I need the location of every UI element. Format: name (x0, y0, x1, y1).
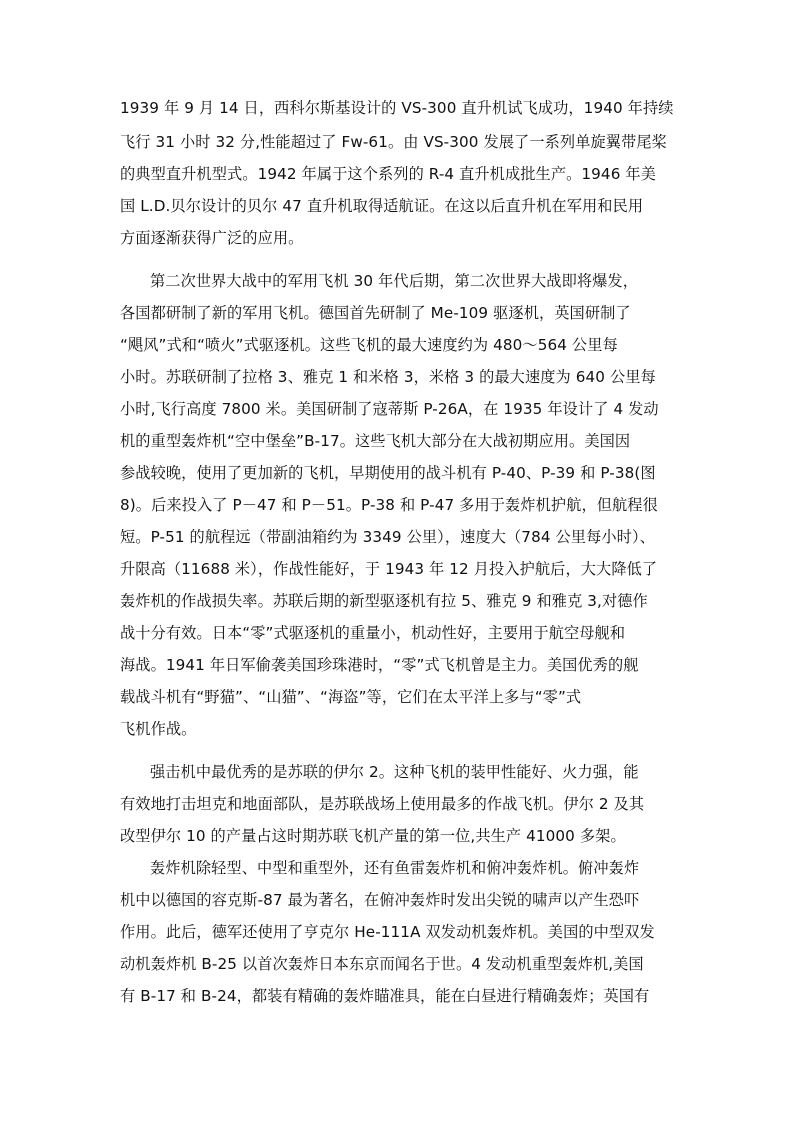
text-line: 海战。1941 年日军偷袭美国珍珠港时，“零”式飞机曾是主力。美国优秀的舰 (120, 656, 639, 674)
text-line: 作用。此后，德军还使用了亨克尔 He-111A 双发动机轰炸机。美国的中型双发 (120, 923, 655, 941)
text-line: 各国都研制了新的军用飞机。德国首先研制了 Me-109 驱逐机，英国研制了 (120, 304, 631, 322)
text-line: 参战较晚，使用了更加新的飞机，早期使用的战斗机有 P-40、P-39 和 P-38(图 (120, 464, 656, 482)
text-line: 升限高（11688 米），作战性能好，于 1943 年 12 月投入护航后，大大降低了 (120, 560, 658, 578)
text-line: 飞机作战。 (120, 720, 197, 738)
text-line: 有 B-17 和 B-24，都装有精确的轰炸瞄准具，能在白昼进行精确轰炸；英国有 (120, 987, 650, 1005)
text-line: 载战斗机有“野猫”、“山猫”、“海盗”等，它们在太平洋上多与“零”式 (120, 688, 582, 706)
text-line: 动机轰炸机 B-25 以首次轰炸日本东京而闻名于世。4 发动机重型轰炸机,美国 (120, 955, 644, 973)
text-line: 8)。后来投入了 P－47 和 P－51。P-38 和 P-47 多用于轰炸机护航，但航程很 (120, 496, 658, 514)
text-line: 机中以德国的容克斯-87 最为著名，在俯冲轰炸时发出尖锐的啸声以产生恐吓 (120, 891, 640, 909)
text-line: 小时。苏联研制了拉格 3、雅克 1 和米格 3，米格 3 的最大速度为 640 公里每 (120, 368, 656, 386)
text-line: 改型伊尔 10 的产量占这时期苏联飞机产量的第一位,共生产 41000 多架。 (120, 827, 626, 845)
text-line: 的典型直升机型式。1942 年属于这个系列的 R-4 直升机成批生产。1946 年美 (120, 165, 656, 183)
text-line: 短。P-51 的航程远（带副油箱约为 3349 公里），速度大（784 公里每小时）、 (120, 528, 655, 546)
text-line: 小时,飞行高度 7800 米。美国研制了寇蒂斯 P-26A，在 1935 年设计了 4 发动 (120, 400, 659, 418)
text-line: 有效地打击坦克和地面部队，是苏联战场上使用最多的作战飞机。伊尔 2 及其 (120, 795, 645, 813)
text-line: 轰炸机除轻型、中型和重型外，还有鱼雷轰炸机和俯冲轰炸机。俯冲轰炸 (150, 859, 640, 877)
text-line: 轰炸机的作战损失率。苏联后期的新型驱逐机有拉 5、雅克 9 和雅克 3,对德作 (120, 592, 648, 610)
text-line: 国 L.D.贝尔设计的贝尔 47 直升机取得适航证。在这以后直升机在军用和民用 (120, 197, 644, 215)
text-line: 强击机中最优秀的是苏联的伊尔 2。这种飞机的装甲性能好、火力强，能 (150, 763, 639, 781)
text-line: 机的重型轰炸机“空中堡垒”B-17。这些飞机大部分在大战初期应用。美国因 (120, 432, 631, 450)
text-line: 战十分有效。日本“零”式驱逐机的重量小，机动性好，主要用于航空母舰和 (120, 624, 626, 642)
text-line: 方面逐渐获得广泛的应用。 (120, 229, 304, 247)
text-line: 飞行 31 小时 32 分,性能超过了 Fw-61。由 VS-300 发展了一系列单旋翼带尾桨 (120, 133, 667, 151)
text-line: 1939 年 9 月 14 日，西科尔斯基设计的 VS-300 直升机试飞成功，1940 年持续 (120, 99, 674, 117)
text-line: “飓风”式和“喷火”式驱逐机。这些飞机的最大速度约为 480～564 公里每 (120, 336, 618, 354)
text-line: 第二次世界大战中的军用飞机 30 年代后期，第二次世界大战即将爆发， (150, 272, 639, 290)
